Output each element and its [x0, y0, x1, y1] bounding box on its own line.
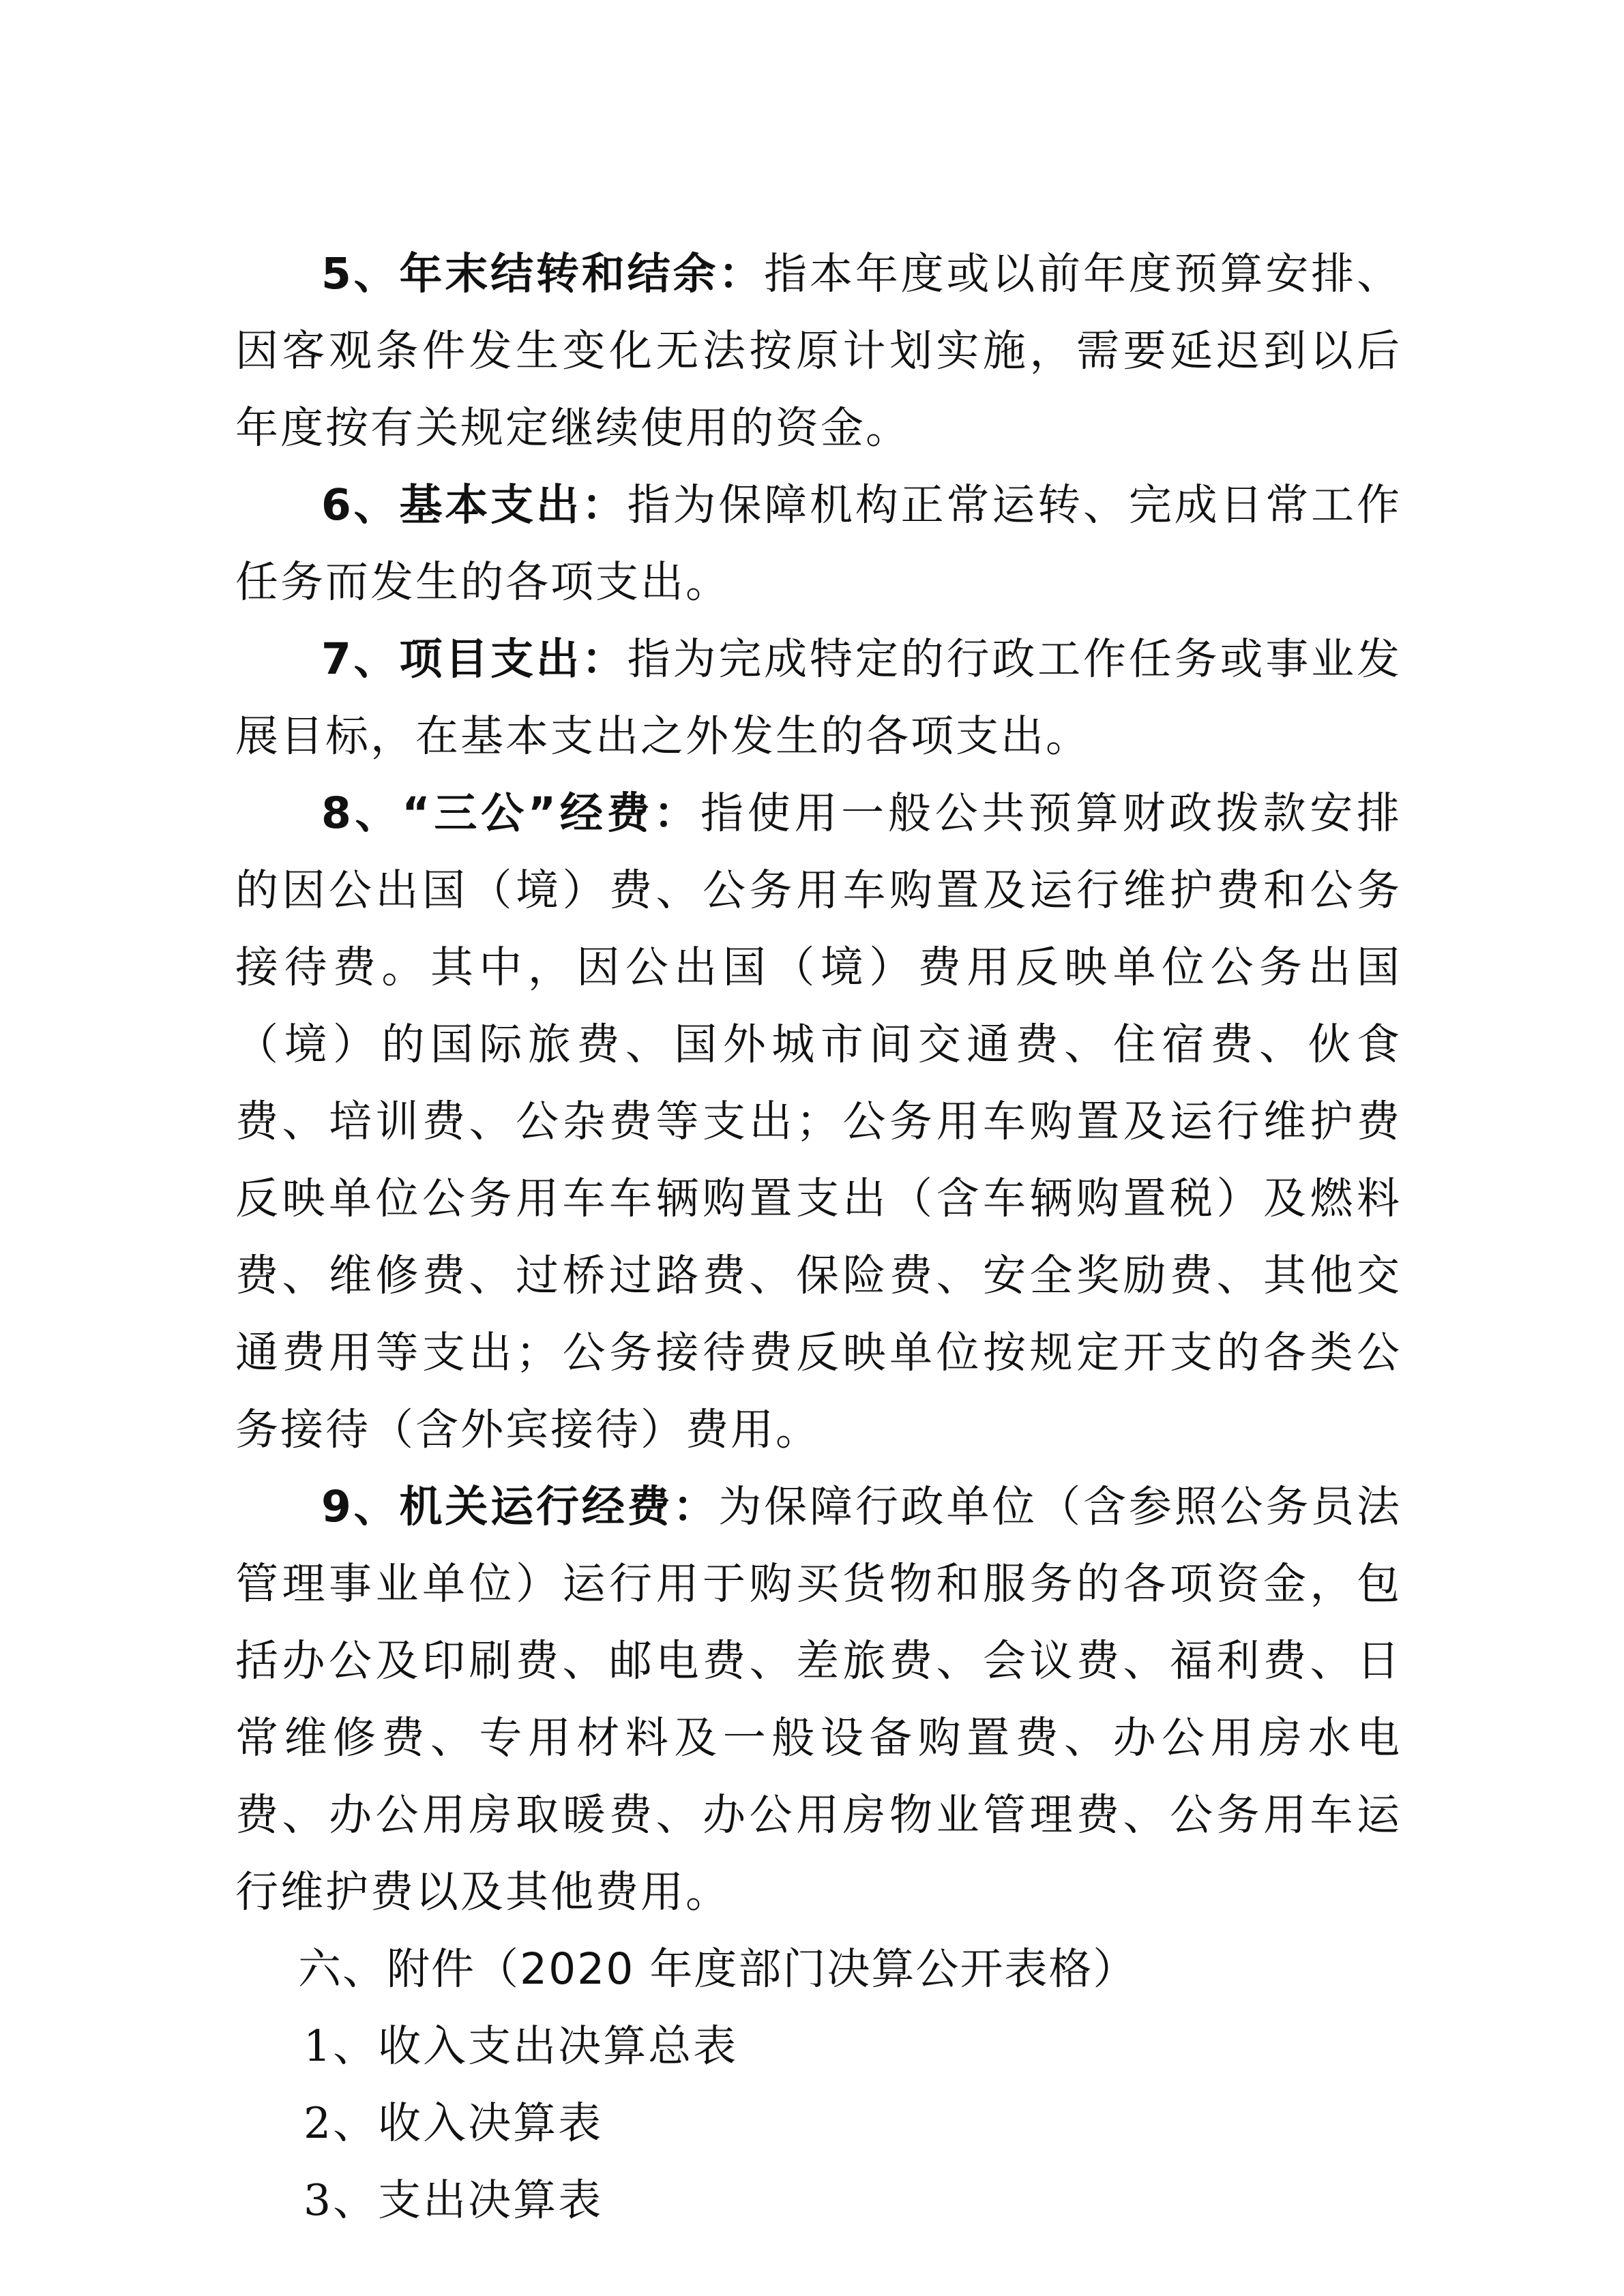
attachment-item-3: 3、支出决算表 — [304, 2175, 604, 2225]
definition-text: 指本年度或以前年度预算安排、因客观条件发生变化无法按原计划实施，需要延迟到以后年度按有关规定继续使用的资金。 — [235, 249, 1402, 453]
definition-text: 指使用一般公共预算财政拨款安排的因公出国（境）费、公务用车购置及运行维护费和公务接待费。其中，因公出国（境）费用反映单位公务出国（境）的国际旅费、国外城市间交通费、住宿费、伙食费、培训费、公杂费等支出；公务用车购置及运行维护费反映单位公务用车车辆购置支出（含车辆购置税）及燃料费、维修费、过桥过路费、保险费、安全奖励费、其他交通费用等支出；公务接待费反映单位按规定开支的各类公务接待（含外宾接待）费用。 — [235, 788, 1402, 1455]
definition-term: 9、机关运行经费： — [321, 1482, 719, 1532]
definition-term: 6、基本支出： — [321, 480, 628, 530]
document-body — [235, 235, 1402, 2239]
section-heading-attachments: 六、附件（2020 年度部门决算公开表格） — [298, 1944, 1138, 1994]
definition-term: 8、“三公”经费： — [321, 788, 701, 838]
attachment-item-1: 1、收入支出决算总表 — [304, 2021, 739, 2071]
definition-text: 指为完成特定的行政工作任务或事业发展目标，在基本支出之外发生的各项支出。 — [235, 634, 1402, 761]
definition-term: 5、年末结转和结余： — [321, 249, 765, 299]
definition-paragraph-8 — [235, 775, 1402, 1468]
definition-paragraph-9 — [235, 1468, 1402, 1930]
attachment-item-2: 2、收入决算表 — [304, 2098, 604, 2148]
definition-paragraph-7 — [235, 621, 1402, 775]
definition-text: 指为保障机构正常运转、完成日常工作任务而发生的各项支出。 — [235, 480, 1402, 607]
definition-paragraph-6 — [235, 466, 1402, 621]
definition-text: 为保障行政单位（含参照公务员法管理事业单位）运行用于购买货物和服务的各项资金，包括办公及印刷费、邮电费、差旅费、会议费、福利费、日常维修费、专用材料及一般设备购置费、办公用房水电费、办公用房取暖费、办公用房物业管理费、公务用车运行维护费以及其他费用。 — [235, 1482, 1402, 1917]
definition-paragraph-5 — [235, 235, 1402, 466]
definition-term: 7、项目支出： — [321, 634, 628, 684]
